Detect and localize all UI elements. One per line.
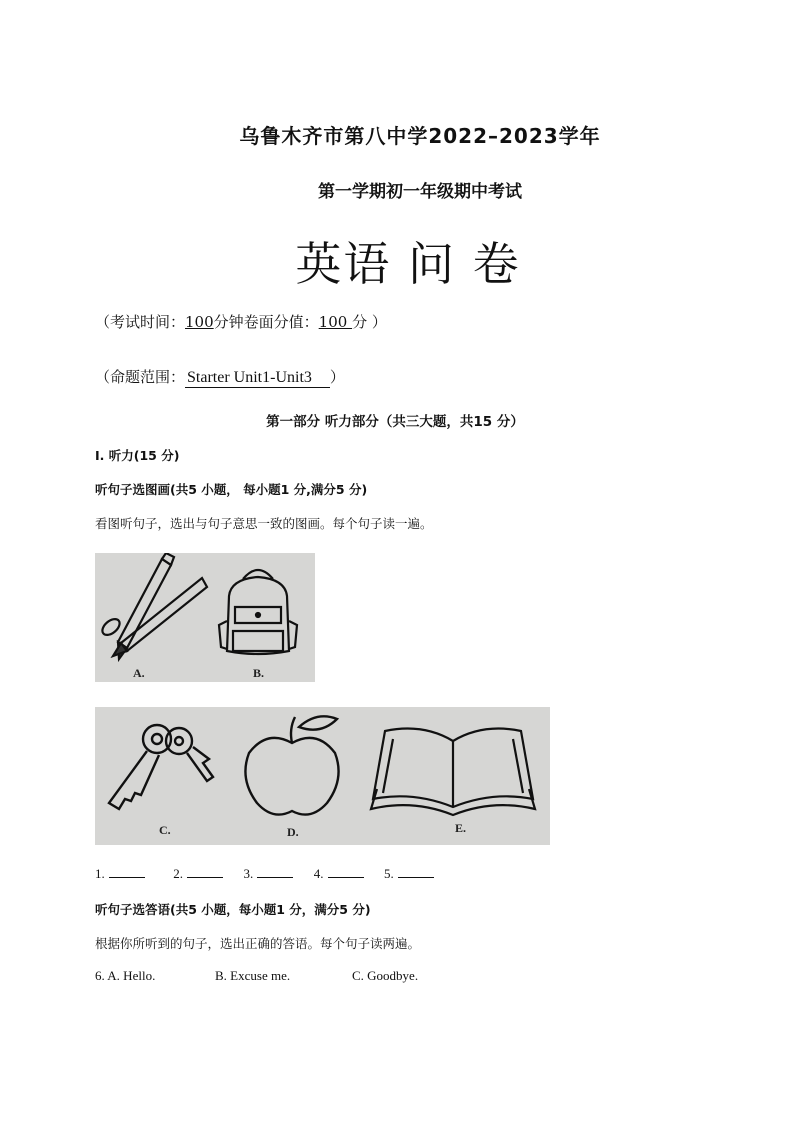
picture-label-a: A.	[133, 666, 145, 680]
answer-blank-5[interactable]	[398, 867, 434, 878]
keys-icon	[99, 711, 229, 821]
exam-time-line	[95, 311, 387, 332]
paper-title: 英语 问 卷	[295, 237, 521, 291]
picture-label-d: D.	[287, 825, 299, 839]
blank-label-3: 3.	[243, 866, 254, 881]
scope-prefix: （命题范围：	[95, 368, 186, 386]
part-title: Ⅰ. 听力(15 分)	[95, 448, 180, 463]
time-prefix: （考试时间：	[95, 313, 186, 331]
blank-label-4: 4.	[313, 866, 324, 881]
scope-suffix: ）	[329, 368, 345, 386]
exam-scope-line	[95, 366, 345, 388]
question-6-option-a[interactable]: A. Hello.	[107, 968, 156, 983]
question-6	[95, 968, 155, 984]
school-title: 乌鲁木齐市第八中学2022–2023学年	[239, 124, 601, 148]
picture-panel-ab	[95, 553, 315, 682]
backpack-icon	[213, 561, 303, 671]
question-6-option-b[interactable]: B. Excuse me.	[215, 968, 291, 983]
question-6-option-c[interactable]: C. Goodbye.	[352, 968, 419, 983]
answer-blank-3[interactable]	[257, 867, 293, 878]
apple-icon	[237, 709, 347, 824]
answer-blank-1[interactable]	[109, 867, 145, 878]
picture-label-c: C.	[159, 823, 171, 837]
blank-label-1: 1.	[95, 866, 105, 881]
subsection2-title: 听句子选答语(共5 小题，每小题1 分，满分5 分)	[95, 902, 371, 917]
subsection1-title: 听句子选图画(共5 小题， 每小题1 分,满分5 分)	[95, 482, 368, 497]
exam-title: 第一学期初一年级期中考试	[318, 182, 522, 202]
picture-label-b: B.	[253, 666, 265, 680]
answer-blank-4[interactable]	[328, 867, 364, 878]
blank-label-2: 2.	[173, 866, 183, 881]
answer-blank-2[interactable]	[187, 867, 223, 878]
blank-label-5: 5.	[384, 866, 394, 881]
question-6-number: 6.	[95, 968, 105, 983]
picture-panel-cde	[95, 707, 550, 845]
time-value: 100	[185, 313, 214, 331]
scope-value: Starter Unit1-Unit3	[187, 369, 328, 386]
book-icon	[363, 719, 543, 819]
subsection2-instruction: 根据你所听到的句子，选出正确的答语。每个句子读两遍。	[95, 936, 421, 951]
answer-blanks-row	[95, 866, 434, 882]
score-suffix: 分 ）	[352, 313, 387, 331]
pencils-icon	[97, 553, 217, 668]
subsection1-instruction: 看图听句子，选出与句子意思一致的图画。每个句子读一遍。	[95, 516, 433, 531]
time-mid: 分钟卷面分值：	[213, 313, 319, 331]
picture-label-e: E.	[455, 821, 467, 835]
section-title: 第一部分 听力部分（共三大题，共15 分）	[266, 414, 524, 430]
score-value: 100	[318, 313, 353, 331]
